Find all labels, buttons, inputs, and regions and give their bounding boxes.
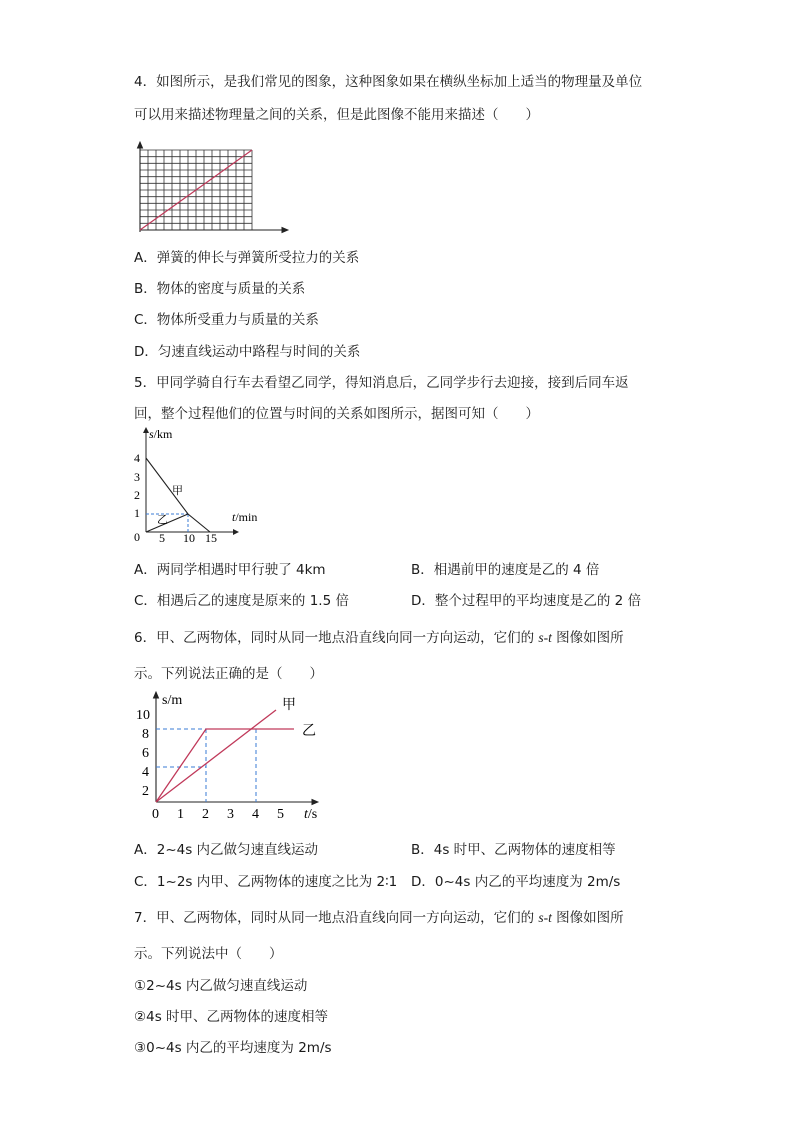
q7-stem-line2: 示。下列说法中（ ） (134, 946, 283, 962)
q5-x-tick-5: 5 (159, 531, 165, 545)
q6-st-graph (128, 688, 328, 824)
q5-option-b[interactable]: B．相遇前甲的速度是乙的 4 倍 (411, 562, 600, 578)
q5-option-a[interactable]: A．两同学相遇时甲行驶了 4km (134, 562, 326, 578)
q5-y-tick-4: 4 (134, 451, 140, 465)
q4-grid-graph (128, 136, 292, 236)
q6-y-tick: 4 (142, 765, 149, 780)
q5-x-axis-label: t/min (232, 510, 258, 524)
q5-x-tick-15: 15 (205, 531, 217, 545)
q4-option-c[interactable]: C．物体所受重力与质量的关系 (134, 312, 319, 328)
q6-x-tick: 5 (277, 807, 284, 822)
q5-y-tick-2: 2 (134, 488, 140, 502)
q6-option-a[interactable]: A．2~4s 内乙做匀速直线运动 (134, 842, 319, 858)
q6-x-tick: 3 (227, 807, 234, 822)
q6-label-yi: 乙 (302, 723, 316, 739)
q6-line-yi (156, 729, 294, 802)
q6-x-tick: 1 (177, 807, 184, 822)
q6-y-tick: 8 (142, 727, 149, 742)
q4-stem-line2: 可以用来描述物理量之间的关系，但是此图像不能用来描述（ ） (134, 107, 539, 123)
q5-stem-line2: 回，整个过程他们的位置与时间的关系如图所示，据图可知（ ） (134, 406, 539, 422)
q5-label-yi: 乙 (157, 513, 168, 526)
q6-option-c[interactable]: C．1~2s 内甲、乙两物体的速度之比为 2∶1 (134, 874, 398, 890)
q6-line-jia (156, 710, 276, 802)
q6-option-b[interactable]: B．4s 时甲、乙两物体的速度相等 (411, 842, 616, 858)
q5-y-tick-3: 3 (134, 470, 140, 484)
q6-x-tick: 4 (252, 807, 259, 822)
q6-stem-line1: 6．甲、乙两物体，同时从同一地点沿直线向同一方向运动，它们的 s-t 图像如图所 (134, 630, 624, 646)
q5-position-time-graph (128, 424, 278, 548)
q5-option-c[interactable]: C．相遇后乙的速度是原来的 1.5 倍 (134, 593, 349, 609)
q6-y-tick: 6 (142, 746, 149, 761)
q4-option-d[interactable]: D．匀速直线运动中路程与时间的关系 (134, 344, 361, 360)
q6-y-axis-label: s/m (162, 693, 183, 708)
q4-stem-line1: 4．如图所示，是我们常见的图象，这种图象如果在横纵坐标加上适当的物理量及单位 (134, 74, 643, 90)
q6-stem-line2: 示。下列说法正确的是（ ） (134, 666, 323, 682)
q6-x-tick: 2 (202, 807, 209, 822)
q6-x-axis-label: t/s (304, 807, 318, 822)
q5-x-tick-10: 10 (183, 531, 195, 545)
q4-option-a[interactable]: A．弹簧的伸长与弹簧所受拉力的关系 (134, 250, 360, 266)
q6-option-d[interactable]: D．0~4s 内乙的平均速度为 2m/s (411, 874, 621, 890)
q4-option-b[interactable]: B．物体的密度与质量的关系 (134, 281, 306, 297)
q6-y-tick: 2 (142, 784, 149, 799)
q5-y-tick-1: 1 (134, 506, 140, 520)
q7-stem-line1: 7．甲、乙两物体，同时从同一地点沿直线向同一方向运动，它们的 s-t 图像如图所 (134, 910, 624, 926)
q5-label-jia: 甲 (172, 484, 183, 497)
q5-y-axis-label: s/km (149, 427, 173, 441)
q6-x-tick: 0 (152, 807, 159, 822)
q6-y-tick: 10 (136, 708, 150, 723)
q6-label-jia: 甲 (282, 697, 296, 713)
q7-statement-1: ①2~4s 内乙做匀速直线运动 (134, 978, 308, 994)
q7-statement-2: ②4s 时甲、乙两物体的速度相等 (134, 1009, 329, 1025)
q5-stem-line1: 5．甲同学骑自行车去看望乙同学，得知消息后，乙同学步行去迎接，接到后同车返 (134, 375, 629, 391)
q5-origin-label: 0 (134, 530, 140, 544)
q5-option-d[interactable]: D．整个过程甲的平均速度是乙的 2 倍 (411, 593, 642, 609)
q7-statement-3: ③0~4s 内乙的平均速度为 2m/s (134, 1040, 332, 1056)
